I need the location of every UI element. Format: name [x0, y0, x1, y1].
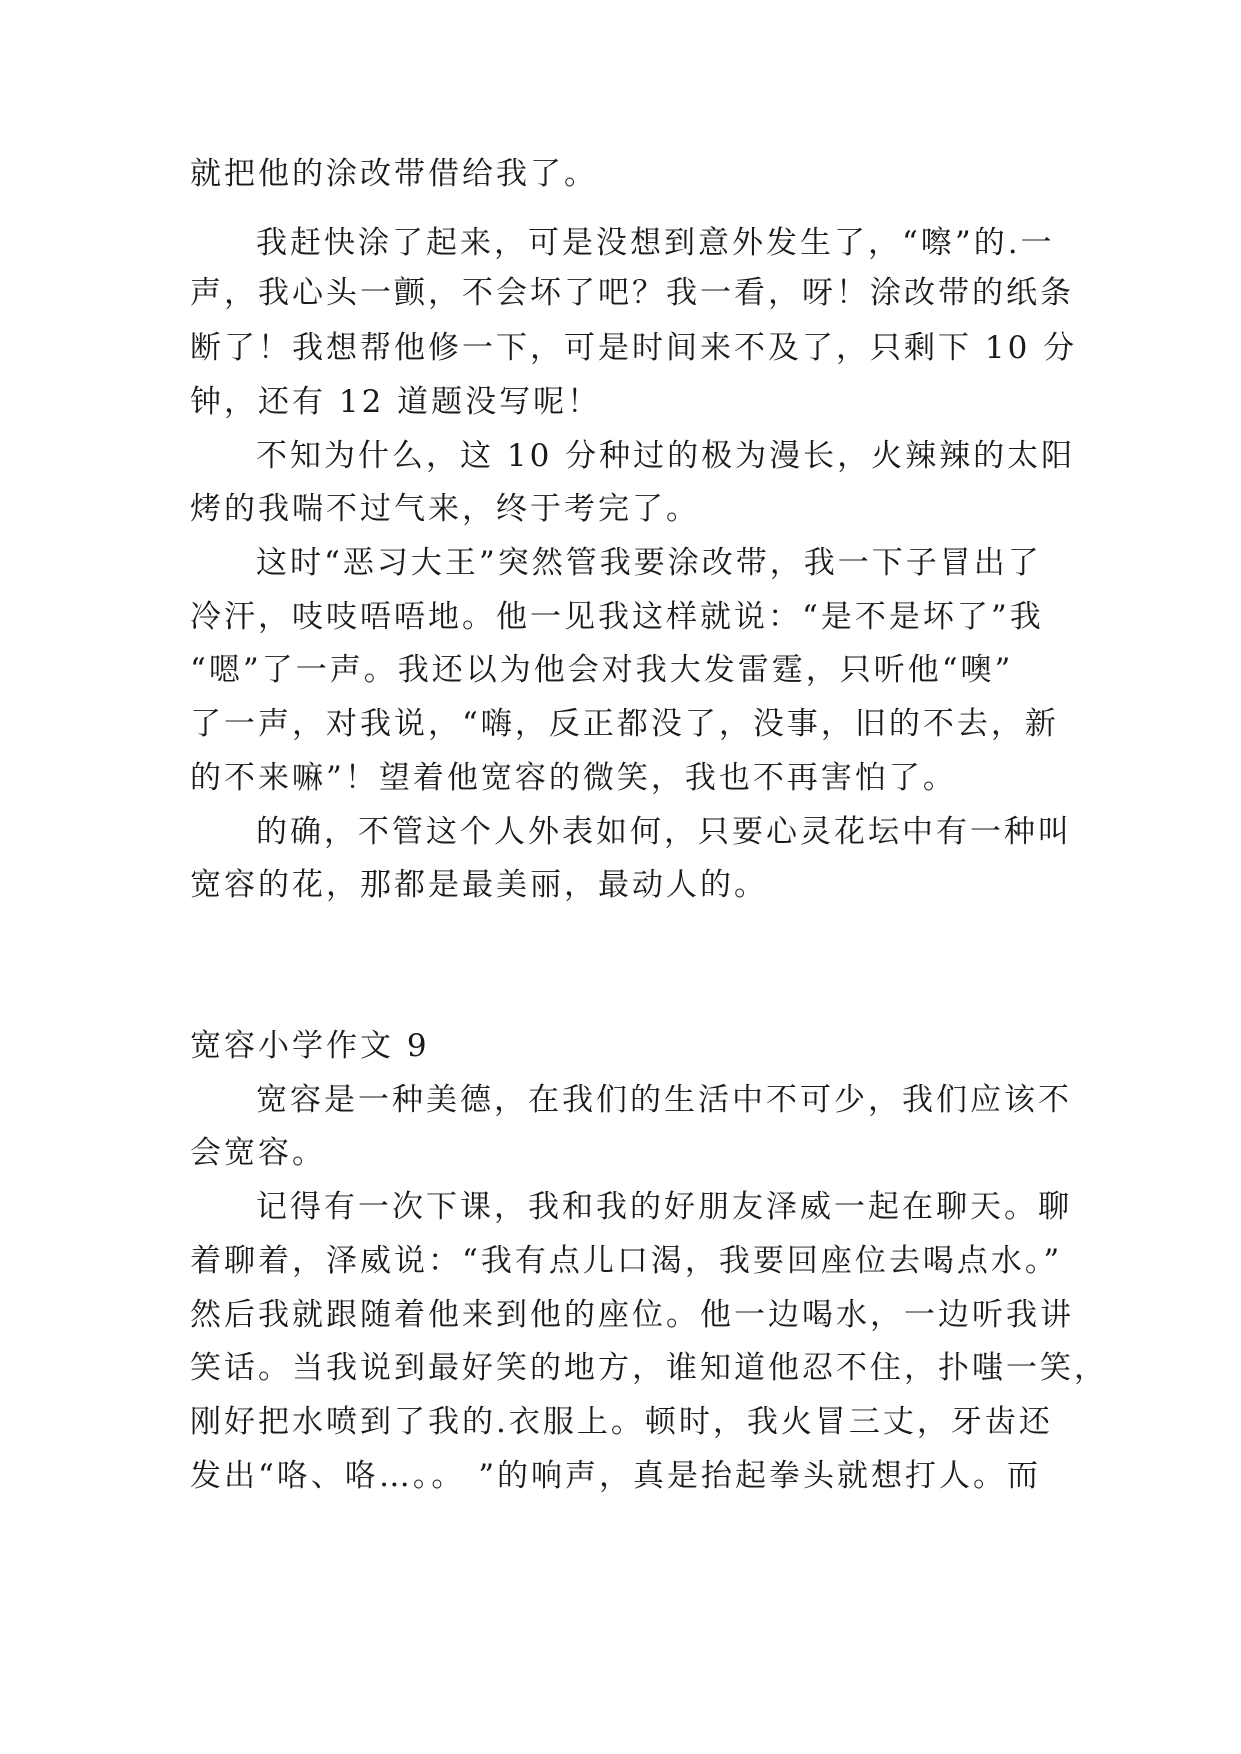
text-line: 断了！我想帮他修一下，可是时间来不及了，只剩下 10 分	[190, 330, 1078, 366]
text-line: 就把他的涂改带借给我了。	[190, 156, 598, 192]
text-line: 会宽容。	[190, 1135, 326, 1171]
text-line: 烤的我喘不过气来，终于考完了。	[190, 491, 700, 527]
text-line: 刚好把水喷到了我的.衣服上。顿时，我火冒三丈，牙齿还	[190, 1404, 1053, 1440]
text-line: 的不来嘛”！望着他宽容的微笑，我也不再害怕了。	[190, 760, 957, 796]
text-line: 声，我心头一颤，不会坏了吧？我一看，呀！涂改带的纸条	[190, 275, 1074, 311]
paragraph-start-line: 不知为什么，这 10 分种过的极为漫长，火辣辣的太阳	[256, 438, 1076, 474]
paragraph-start-line: 记得有一次下课，我和我的好朋友泽威一起在聊天。聊	[256, 1189, 1072, 1225]
section-title: 宽容小学作文 9	[190, 1028, 430, 1064]
paragraph-start-line: 这时“恶习大王”突然管我要涂改带，我一下子冒出了	[256, 545, 1042, 581]
text-line: 笑话。当我说到最好笑的地方，谁知道他忍不住，扑嗤一笑，	[190, 1350, 1108, 1386]
text-line: 然后我就跟随着他来到他的座位。他一边喝水，一边听我讲	[190, 1297, 1074, 1333]
paragraph-start-line: 宽容是一种美德，在我们的生活中不可少，我们应该不	[256, 1082, 1072, 1118]
text-line: 着聊着，泽威说：“我有点儿口渴，我要回座位去喝点水。”	[190, 1243, 1063, 1279]
text-line: 了一声，对我说，“嗨，反正都没了，没事，旧的不去，新	[190, 706, 1059, 742]
text-line: 宽容的花，那都是最美丽，最动人的。	[190, 867, 768, 903]
text-line: 冷汗，吱吱唔唔地。他一见我这样就说：“是不是坏了”我	[190, 599, 1044, 635]
text-line: 发出“咯、咯…。。 ”的响声，真是抬起拳头就想打人。而	[190, 1458, 1042, 1494]
paragraph-start-line: 的确，不管这个人外表如何，只要心灵花坛中有一种叫	[256, 814, 1072, 850]
paragraph-start-line: 我赶快涂了起来，可是没想到意外发生了，“嚓”的.一	[256, 225, 1055, 261]
text-line: 钟，还有 12 道题没写呢！	[190, 384, 602, 420]
text-line: “嗯”了一声。我还以为他会对我大发雷霆，只听他“噢”	[190, 652, 1014, 688]
